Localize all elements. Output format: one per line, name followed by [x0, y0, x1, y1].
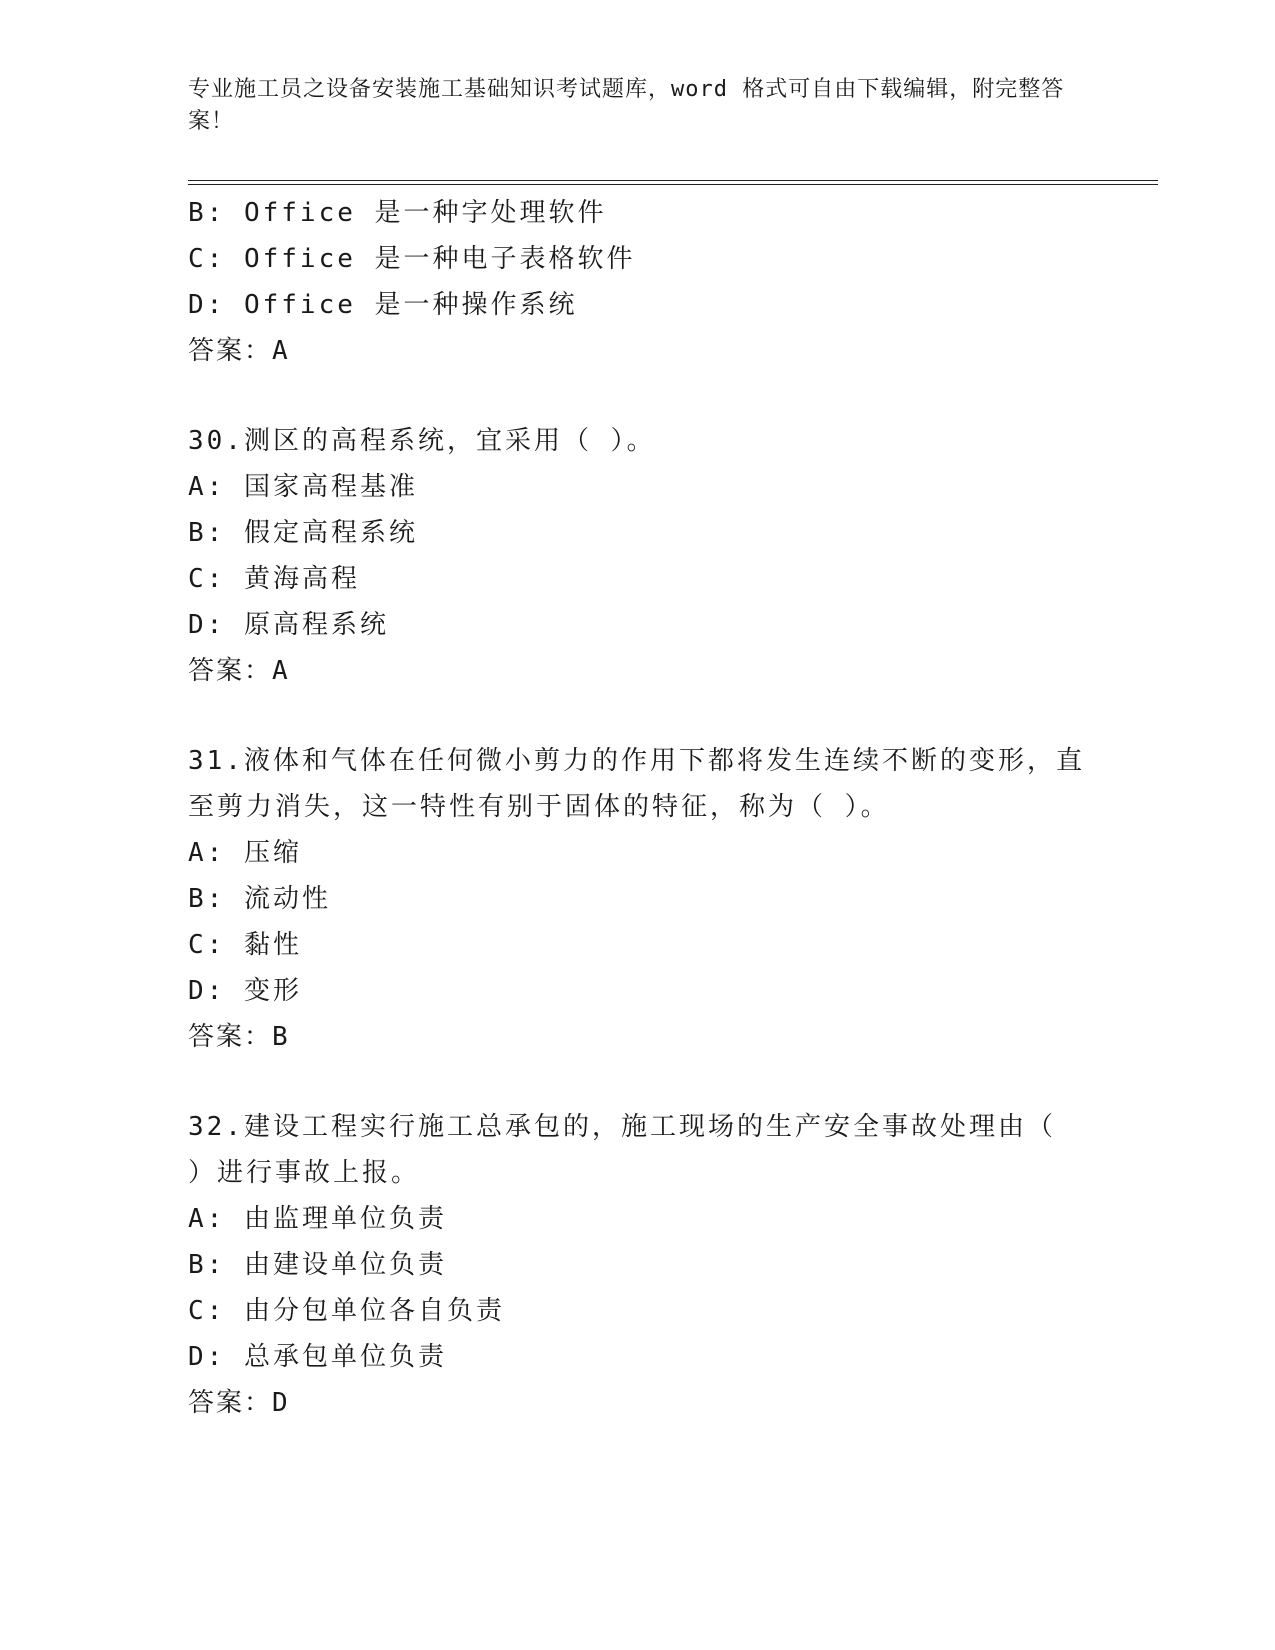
option-a: A: 由监理单位负责 [188, 1204, 447, 1234]
question-stem-line-1: 32.建设工程实行施工总承包的，施工现场的生产安全事故处理由（ [188, 1112, 1056, 1142]
header-divider [188, 180, 1158, 185]
question-block-31 [188, 738, 1088, 1060]
question-stem-line-2: ）进行事故上报。 [188, 1158, 421, 1188]
option-c: C: Office 是一种电子表格软件 [188, 244, 636, 274]
option-d: D: 原高程系统 [188, 610, 389, 640]
header-title: 专业施工员之设备安装施工基础知识考试题库，word 格式可自由下载编辑，附完整答案！ [188, 77, 1065, 134]
answer-text: 答案：A [188, 656, 290, 686]
option-a: A: 压缩 [188, 838, 302, 868]
question-block-29 [188, 190, 1088, 374]
question-list [188, 190, 1088, 1426]
answer-text: 答案：A [188, 336, 290, 366]
option-d: D: 变形 [188, 976, 302, 1006]
option-b: B: 假定高程系统 [188, 518, 418, 548]
question-stem-line-1: 31.液体和气体在任何微小剪力的作用下都将发生连续不断的变形，直 [188, 746, 1085, 776]
option-c: C: 黏性 [188, 930, 302, 960]
option-a: A: 国家高程基准 [188, 472, 418, 502]
answer-text: 答案：B [188, 1022, 290, 1052]
spacer [188, 1060, 1088, 1104]
spacer [188, 374, 1088, 418]
question-block-30 [188, 418, 1088, 694]
option-b: B: 由建设单位负责 [188, 1250, 447, 1280]
spacer [188, 694, 1088, 738]
question-stem-line-2: 至剪力消失，这一特性有别于固体的特征，称为（ ）。 [188, 792, 890, 822]
option-c: C: 黄海高程 [188, 564, 360, 594]
option-b: B: Office 是一种字处理软件 [188, 198, 607, 228]
option-d: D: 总承包单位负责 [188, 1342, 447, 1372]
question-stem: 30.测区的高程系统，宜采用（ ）。 [188, 426, 656, 456]
option-d: D: Office 是一种操作系统 [188, 290, 578, 320]
page-header [188, 74, 1088, 138]
option-c: C: 由分包单位各自负责 [188, 1296, 505, 1326]
question-block-32 [188, 1104, 1088, 1426]
answer-text: 答案：D [188, 1388, 290, 1418]
option-b: B: 流动性 [188, 884, 331, 914]
